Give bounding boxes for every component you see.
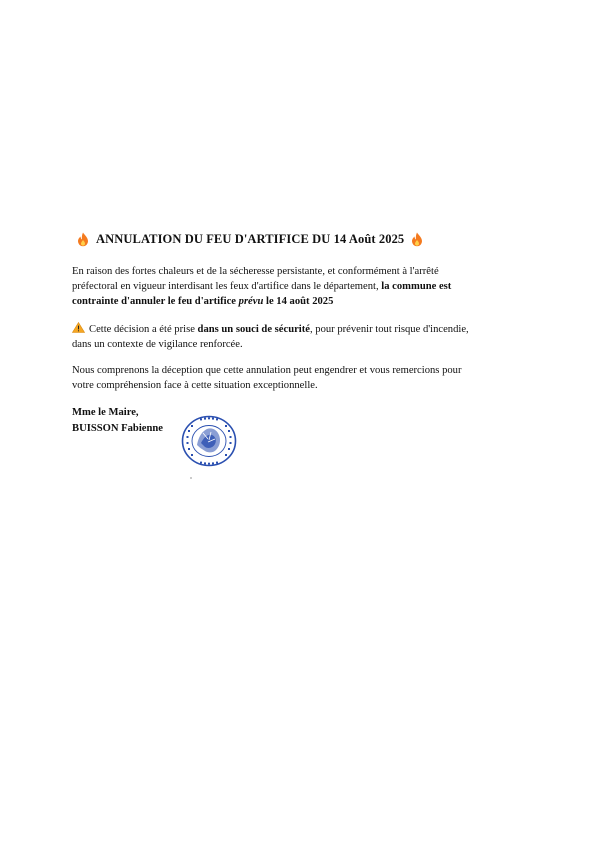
paragraph-apology (72, 363, 522, 393)
document-title (70, 232, 520, 247)
scan-speck (190, 477, 192, 479)
warning-icon (72, 322, 85, 333)
text-line (72, 279, 522, 294)
text-span: préfectoral en vigueur interdisant les feux d'artifice dans le département, (72, 281, 382, 292)
signature-role: Mme le Maire, (72, 407, 139, 418)
flame-icon (77, 232, 89, 247)
emphasis-text: contrainte d'annuler le feu d'artifice (72, 296, 239, 307)
text-line (72, 294, 522, 309)
text-span: Cette décision a été prise (89, 324, 198, 335)
text-line (72, 322, 522, 337)
emphasis-text: le 14 août 2025 (263, 296, 334, 307)
text-line: dans un contexte de vigilance renforcée. (72, 339, 243, 350)
emphasis-italic-text: prévu (238, 296, 264, 307)
title-text: ANNULATION DU FEU D'ARTIFICE DU 14 Août 2025 (96, 232, 405, 246)
emphasis-text: dans un souci de sécurité (197, 324, 310, 335)
signature-name: BUISSON Fabienne (72, 423, 163, 434)
flame-icon (411, 232, 423, 247)
text-line: En raison des fortes chaleurs et de la sécheresse persistante, et conformément à l'arrêté (72, 266, 439, 277)
text-line: votre compréhension face à cette situation exceptionnelle. (72, 380, 318, 391)
paragraph-announcement (72, 264, 522, 309)
municipal-seal (181, 415, 237, 467)
signature-block (72, 405, 163, 437)
paragraph-safety (72, 322, 522, 352)
text-span: , pour prévenir tout risque d'incendie, (309, 324, 469, 335)
emphasis-text: la commune est (381, 281, 452, 292)
text-line: Nous comprenons la déception que cette annulation peut engendrer et vous remercions pour (72, 365, 462, 376)
